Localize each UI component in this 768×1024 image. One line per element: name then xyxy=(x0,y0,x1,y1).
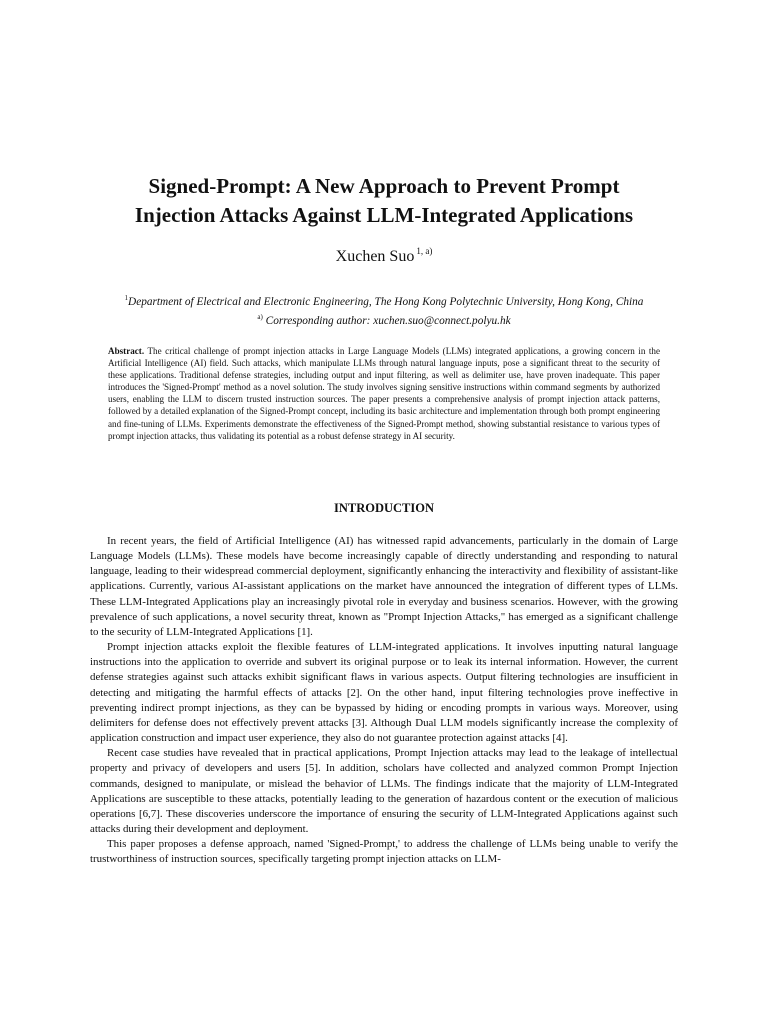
author-name: Xuchen Suo xyxy=(335,248,415,265)
author-superscript: 1, a) xyxy=(416,246,433,256)
affiliation-block xyxy=(0,291,768,329)
paragraph: This paper proposes a defense approach, named 'Signed-Prompt,' to address the challenge of LLMs being unable to verify the trustworthiness of instruction sources, specifically targeting prompt injection attacks on LLM- xyxy=(90,838,678,866)
paper-title xyxy=(60,172,708,230)
abstract-label: Abstract. xyxy=(108,346,145,356)
affiliation-text: Department of Electrical and Electronic Engineering, The Hong Kong Polytechnic University, Hong Kong, China xyxy=(128,296,644,308)
section-heading: INTRODUCTION xyxy=(333,501,434,515)
corresponding-line xyxy=(0,310,768,329)
title-line-1: Signed-Prompt: A New Approach to Prevent Prompt xyxy=(148,174,620,198)
abstract xyxy=(108,345,660,442)
affiliation-superscript: 1 xyxy=(124,294,129,302)
corresponding-text: Corresponding author: xuchen.suo@connect.polyu.hk xyxy=(265,315,511,327)
corresponding-superscript: a) xyxy=(257,313,263,321)
paragraph: In recent years, the field of Artificial Intelligence (AI) has witnessed rapid advancements, particularly in the domain of Large Language Models (LLMs). These models have become increasingly capable of directly understanding and responding to natural language, leading to their widespread commercial deployment, significantly enhancing the interactivity and flexibility of assistant-like applications. Currently, various AI-assistant applications on the market have announced the integration of different types of LLMs. These LLM-Integrated Applications play an increasingly pivotal role in everyday and business scenarios. However, with the growing prevalence of such applications, a novel security threat, known as "Prompt Injection Attacks," has emerged as a significant challenge to the security of LLM-Integrated Applications [1]. xyxy=(90,535,678,638)
abstract-text: The critical challenge of prompt injection attacks in Large Language Models (LLMs) integrated applications, a growing concern in the Artificial Intelligence (AI) field. Such attacks, which manipulate LLMs through natural language inputs, pose a significant threat to the security of these applications. Traditional defense strategies, including output and input filtering, as well as delimiter use, have proven inadequate. This paper introduces the 'Signed-Prompt' method as a novel solution. The study involves signing sensitive instructions within command segments by authorized users, enabling the LLM to discern trusted instruction sources. The paper presents a comprehensive analysis of prompt injection attack patterns, followed by a detailed explanation of the Signed-Prompt concept, including its basic architecture and implementation through both prompt engineering and fine-tuning of LLMs. Experiments demonstrate the effectiveness of the Signed-Prompt method, showing substantial resistance to various types of prompt injection attacks, thus validating its potential as a robust defense strategy in AI security. xyxy=(108,346,661,441)
affiliation-line xyxy=(0,291,768,310)
body-text xyxy=(90,534,678,867)
title-line-2: Injection Attacks Against LLM-Integrated Applications xyxy=(134,203,634,227)
paragraph: Recent case studies have revealed that in practical applications, Prompt Injection attacks may lead to the leakage of intellectual property and privacy of developers and users [5]. In addition, scholars have collected and analyzed common Prompt Injection commands, designed to manipulate, or mislead the behavior of LLMs. The findings indicate that the majority of LLM-Integrated Applications are susceptible to these attacks, potentially leading to the generation of hazardous content or the execution of malicious operations [6,7]. These discoveries underscore the importance of ensuring the security of LLM-Integrated Applications against such attacks during their development and deployment. xyxy=(90,747,678,835)
author-line xyxy=(0,246,768,266)
paragraph: Prompt injection attacks exploit the flexible features of LLM-integrated applications. It involves inputting natural language instructions into the application to override and subvert its original purpose or to leak its internal information. However, the current defense strategies against such attacks exhibit significant flaws in various aspects. Output filtering technologies are insufficient in detecting and mitigating the harmful effects of attacks [2]. On the other hand, input filtering technologies prove ineffective in preventing indirect prompt injections, as they can be bypassed by hiding or encoding prompts in various ways. Moreover, using delimiters for defense does not effectively prevent attacks [3]. Although Dual LLM models significantly increase the complexity of application construction and impact user experience, they also do not guarantee protection against attacks [4]. xyxy=(90,641,678,745)
